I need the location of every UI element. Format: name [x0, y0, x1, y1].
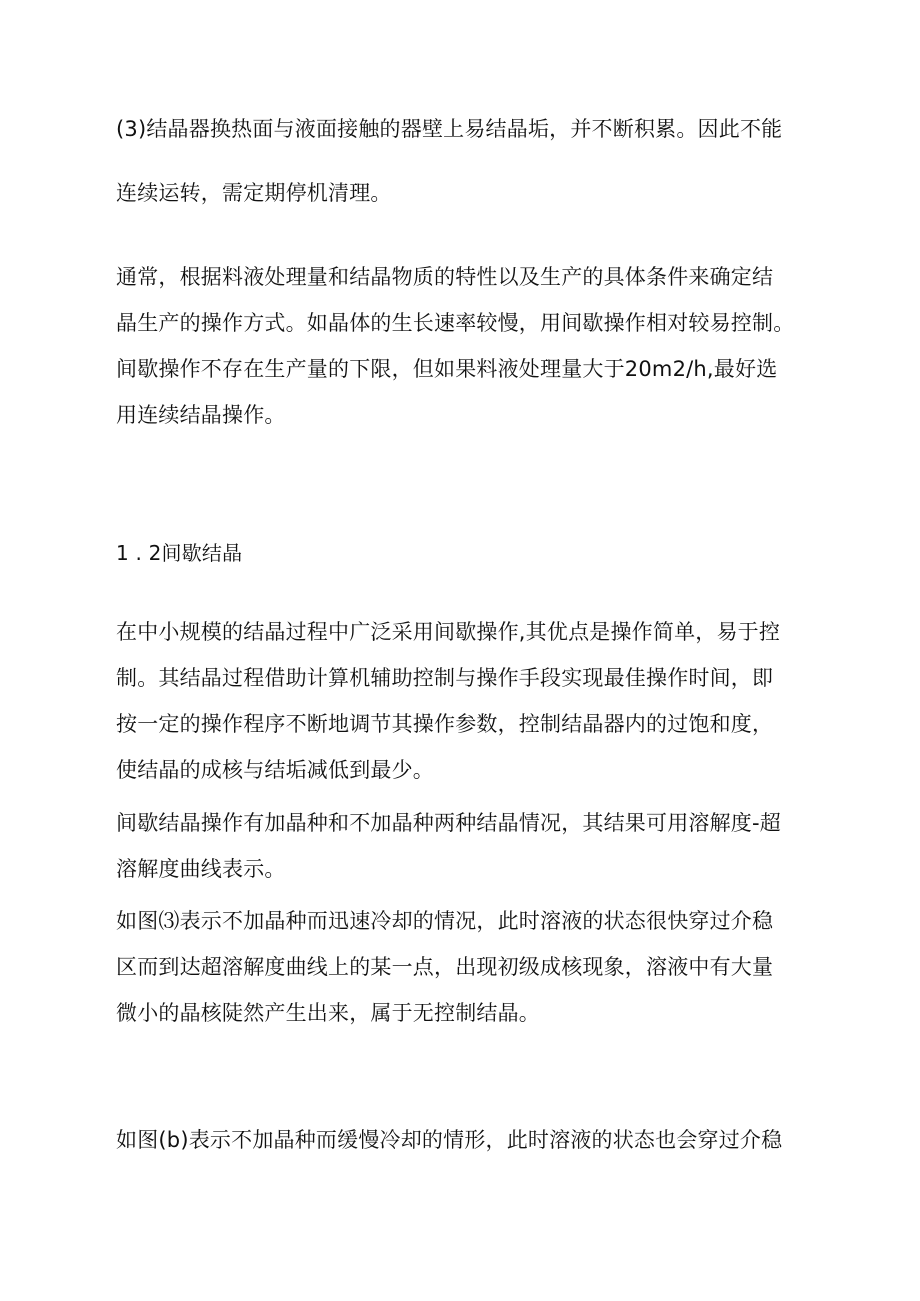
- paragraph-5-line-3: 微小的晶核陡然产生出来，属于无控制结晶。: [116, 1001, 540, 1025]
- paragraph-2-line-2: 晶生产的操作方式。如晶体的生长速率较慢，用间歇操作相对较易控制。: [116, 311, 795, 335]
- paragraph-3-line-3: 按一定的操作程序不断地调节其操作参数，控制结晶器内的过饱和度，: [116, 712, 774, 736]
- paragraph-2-line-4: 用连续结晶操作。: [116, 403, 286, 427]
- paragraph-1-line-1: (3)结晶器换热面与液面接触的器壁上易结晶垢，并不断积累。因此不能: [116, 117, 783, 141]
- paragraph-6-line-1: 如图(b)表示不加晶种而缓慢冷却的情形，此时溶液的状态也会穿过介稳: [116, 1128, 783, 1152]
- paragraph-4-line-1: 间歇结晶操作有加晶种和不加晶种两种结晶情况，其结果可用溶解度-超: [116, 811, 781, 835]
- paragraph-2-line-1: 通常，根据料液处理量和结晶物质的特性以及生产的具体条件来确定结: [116, 265, 774, 289]
- paragraph-3-line-2: 制。其结晶过程借助计算机辅助控制与操作手段实现最佳操作时间，即: [116, 666, 774, 690]
- paragraph-3-line-4: 使结晶的成核与结垢减低到最少。: [116, 758, 434, 782]
- paragraph-5-line-1: 如图⑶表示不加晶种而迅速冷却的情况，此时溶液的状态很快穿过介稳: [116, 909, 774, 933]
- section-heading: 1 . 2间歇结晶: [116, 541, 243, 565]
- paragraph-4-line-2: 溶解度曲线表示。: [116, 857, 286, 881]
- paragraph-3-line-1: 在中小规模的结晶过程中广泛采用间歇操作,其优点是操作简单，易于控: [116, 620, 781, 644]
- paragraph-2-line-3: 间歇操作不存在生产量的下限，但如果料液处理量大于20m2/h,最好选: [116, 357, 778, 381]
- paragraph-5-line-2: 区而到达超溶解度曲线上的某一点，出现初级成核现象，溶液中有大量: [116, 955, 774, 979]
- paragraph-1-line-2: 连续运转，需定期停机清理。: [116, 181, 392, 205]
